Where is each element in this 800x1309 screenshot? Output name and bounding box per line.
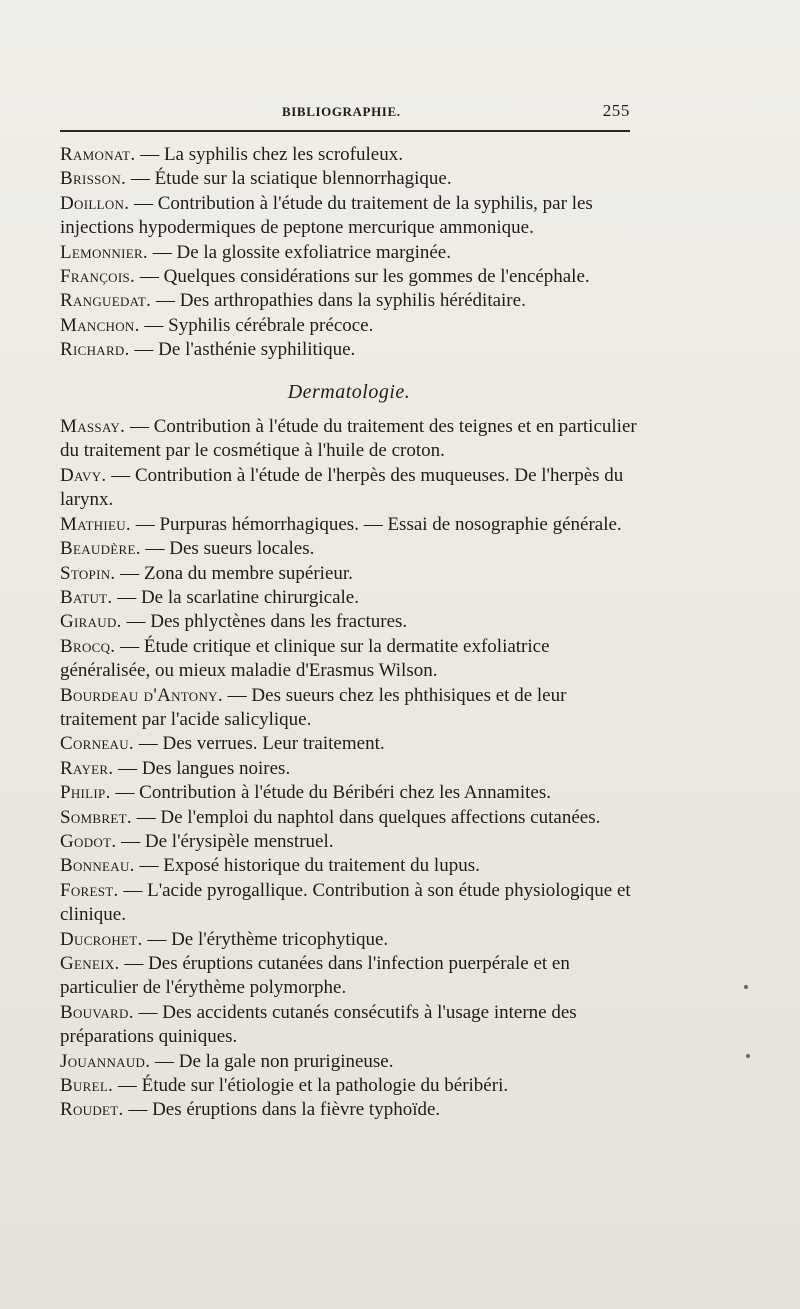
bibliography-entry [60,806,638,830]
entry-author: Philip. [60,782,111,804]
bibliography-entry [60,635,638,684]
entry-author: Stopin. [60,562,116,584]
bibliography-entry [60,586,638,610]
entry-title: — L'acide pyrogallique. Contribution à son étude physiologique et clinique. [60,879,631,926]
bibliography-entry [60,684,638,733]
page-number: 255 [602,101,630,120]
entry-author: Corneau. [60,733,134,755]
entry-title: — Des sueurs locales. [140,538,315,560]
bibliography-entry [60,415,638,464]
bibliography-entry [60,854,638,878]
entry-author: Davy. [60,464,107,486]
entry-author: Giraud. [60,611,122,633]
entry-author: François. [60,266,136,288]
entry-title: — De l'érysipèle menstruel. [116,830,334,852]
bibliography-entry [60,314,638,338]
entry-author: Massay. [60,416,126,438]
bibliography-entry [60,757,638,781]
bibliography-entry [60,1050,638,1074]
entry-title: — De l'érythème tricophytique. [142,928,389,950]
bibliography-entry [60,338,638,362]
entry-author: Richard. [60,339,130,361]
entry-author: Forest. [60,879,119,901]
bibliography-list [60,143,638,1123]
entry-author: Sombret. [60,806,132,828]
bibliography-entry [60,928,638,952]
entry-author: Rayer. [60,757,114,779]
bibliography-entry [60,562,638,586]
entry-title: — Étude sur l'étiologie et la pathologie du béribéri. [113,1075,509,1097]
bibliography-entry [60,167,638,191]
entry-author: Brocq. [60,635,116,657]
entry-title: — Contribution à l'étude de l'herpès des muqueuses. De l'herpès du larynx. [60,464,624,511]
entry-author: Bonneau. [60,855,135,877]
bibliography-entry [60,289,638,313]
entry-author: Lemonnier. [60,241,148,263]
entry-author: Jouannaud. [60,1050,151,1072]
entry-author: Mathieu. [60,513,131,535]
entry-title: — Étude sur la sciatique blennorrhagique. [126,168,452,190]
entry-title: — Des langues noires. [113,757,291,779]
entry-title: — Des arthropathies dans la syphilis héréditaire. [151,290,526,312]
entry-author: Roudet. [60,1099,124,1121]
entry-title: — Des accidents cutanés consécutifs à l'usage interne des préparations quiniques. [60,1001,577,1048]
dermatology-entries [60,415,638,1123]
entry-title: — De la scarlatine chirurgicale. [112,586,359,608]
running-header [60,100,630,124]
bibliography-entry [60,1001,638,1050]
bibliography-entry [60,1074,638,1098]
entry-author: Bourdeau d'Antony. [60,684,223,706]
entry-author: Batut. [60,586,113,608]
bibliography-entry [60,781,638,805]
entry-title: — Des éruptions cutanées dans l'infection puerpérale et en particulier de l'érythème polymorphe. [60,953,570,999]
entry-title: — La syphilis chez les scrofuleux. [135,144,403,165]
page-speck [744,985,748,989]
header-title: BIBLIOGRAPHIE. [282,104,401,119]
bibliography-entry [60,241,638,265]
bibliography-entry [60,143,638,167]
entry-title: — De la glossite exfoliatrice marginée. [147,241,451,263]
entry-title: — Syphilis cérébrale précoce. [139,314,374,336]
bibliography-entry [60,610,638,634]
page-speck [746,1054,750,1058]
entry-title: — Purpuras hémorrhagiques. — Essai de nosographie générale. [130,513,622,535]
bibliography-entry [60,732,638,756]
entry-author: Burel. [60,1075,114,1097]
entry-title: — Exposé historique du traitement du lupus. [134,855,480,877]
entry-author: Brisson. [60,168,127,190]
section-heading: Dermatologie. [287,380,411,403]
entry-title: — Quelques considérations sur les gommes de l'encéphale. [135,266,590,288]
entry-title: — Contribution à l'étude du traitement des teignes et en particulier du traitement par le cosmétique à l'huile de croton. [60,416,637,462]
entry-title: — Des verrues. Leur traitement. [134,733,385,755]
bibliography-entry [60,265,638,289]
entry-author: Manchon. [60,314,140,336]
bibliography-entry [60,537,638,561]
entry-title: — De l'asthénie syphilitique. [129,339,356,361]
entry-author: Doillon. [60,192,130,214]
entry-author: Geneix. [60,953,120,974]
bibliography-entry [60,192,638,241]
bibliography-entry [60,952,638,1001]
syphilis-entries [60,143,638,363]
header-rule [60,130,630,132]
entry-title: — Contribution à l'étude du Béribéri chez les Annamites. [110,782,551,804]
entry-title: — Des éruptions dans la fièvre typhoïde. [123,1099,441,1121]
entry-title: — Contribution à l'étude du traitement de la syphilis, par les injections hypodermiques de peptone mercurique ammonique. [60,192,593,239]
entry-title: — De la gale non prurigineuse. [150,1050,394,1072]
entry-title: — Étude critique et clinique sur la dermatite exfoliatrice généralisée, ou mieux maladie d'Erasmus Wilson. [60,635,550,682]
entry-title: — De l'emploi du naphtol dans quelques affections cutanées. [131,806,601,828]
entry-title: — Des sueurs chez les phthisiques et de leur traitement par l'acide salicylique. [60,684,567,730]
bibliography-entry [60,830,638,854]
bibliography-entry [60,879,638,928]
entry-author: Ramonat. [60,144,136,165]
entry-title: — Des phlyctènes dans les fractures. [121,611,408,633]
entry-author: Bouvard. [60,1001,134,1023]
entry-title: — Zona du membre supérieur. [115,562,353,584]
entry-author: Ranguedat. [60,290,152,312]
bibliography-entry [60,464,638,513]
entry-author: Beaudère. [60,538,141,560]
bibliography-entry [60,513,638,537]
entry-author: Ducrohet. [60,928,143,950]
bibliography-entry [60,1098,638,1122]
entry-author: Godot. [60,830,117,852]
